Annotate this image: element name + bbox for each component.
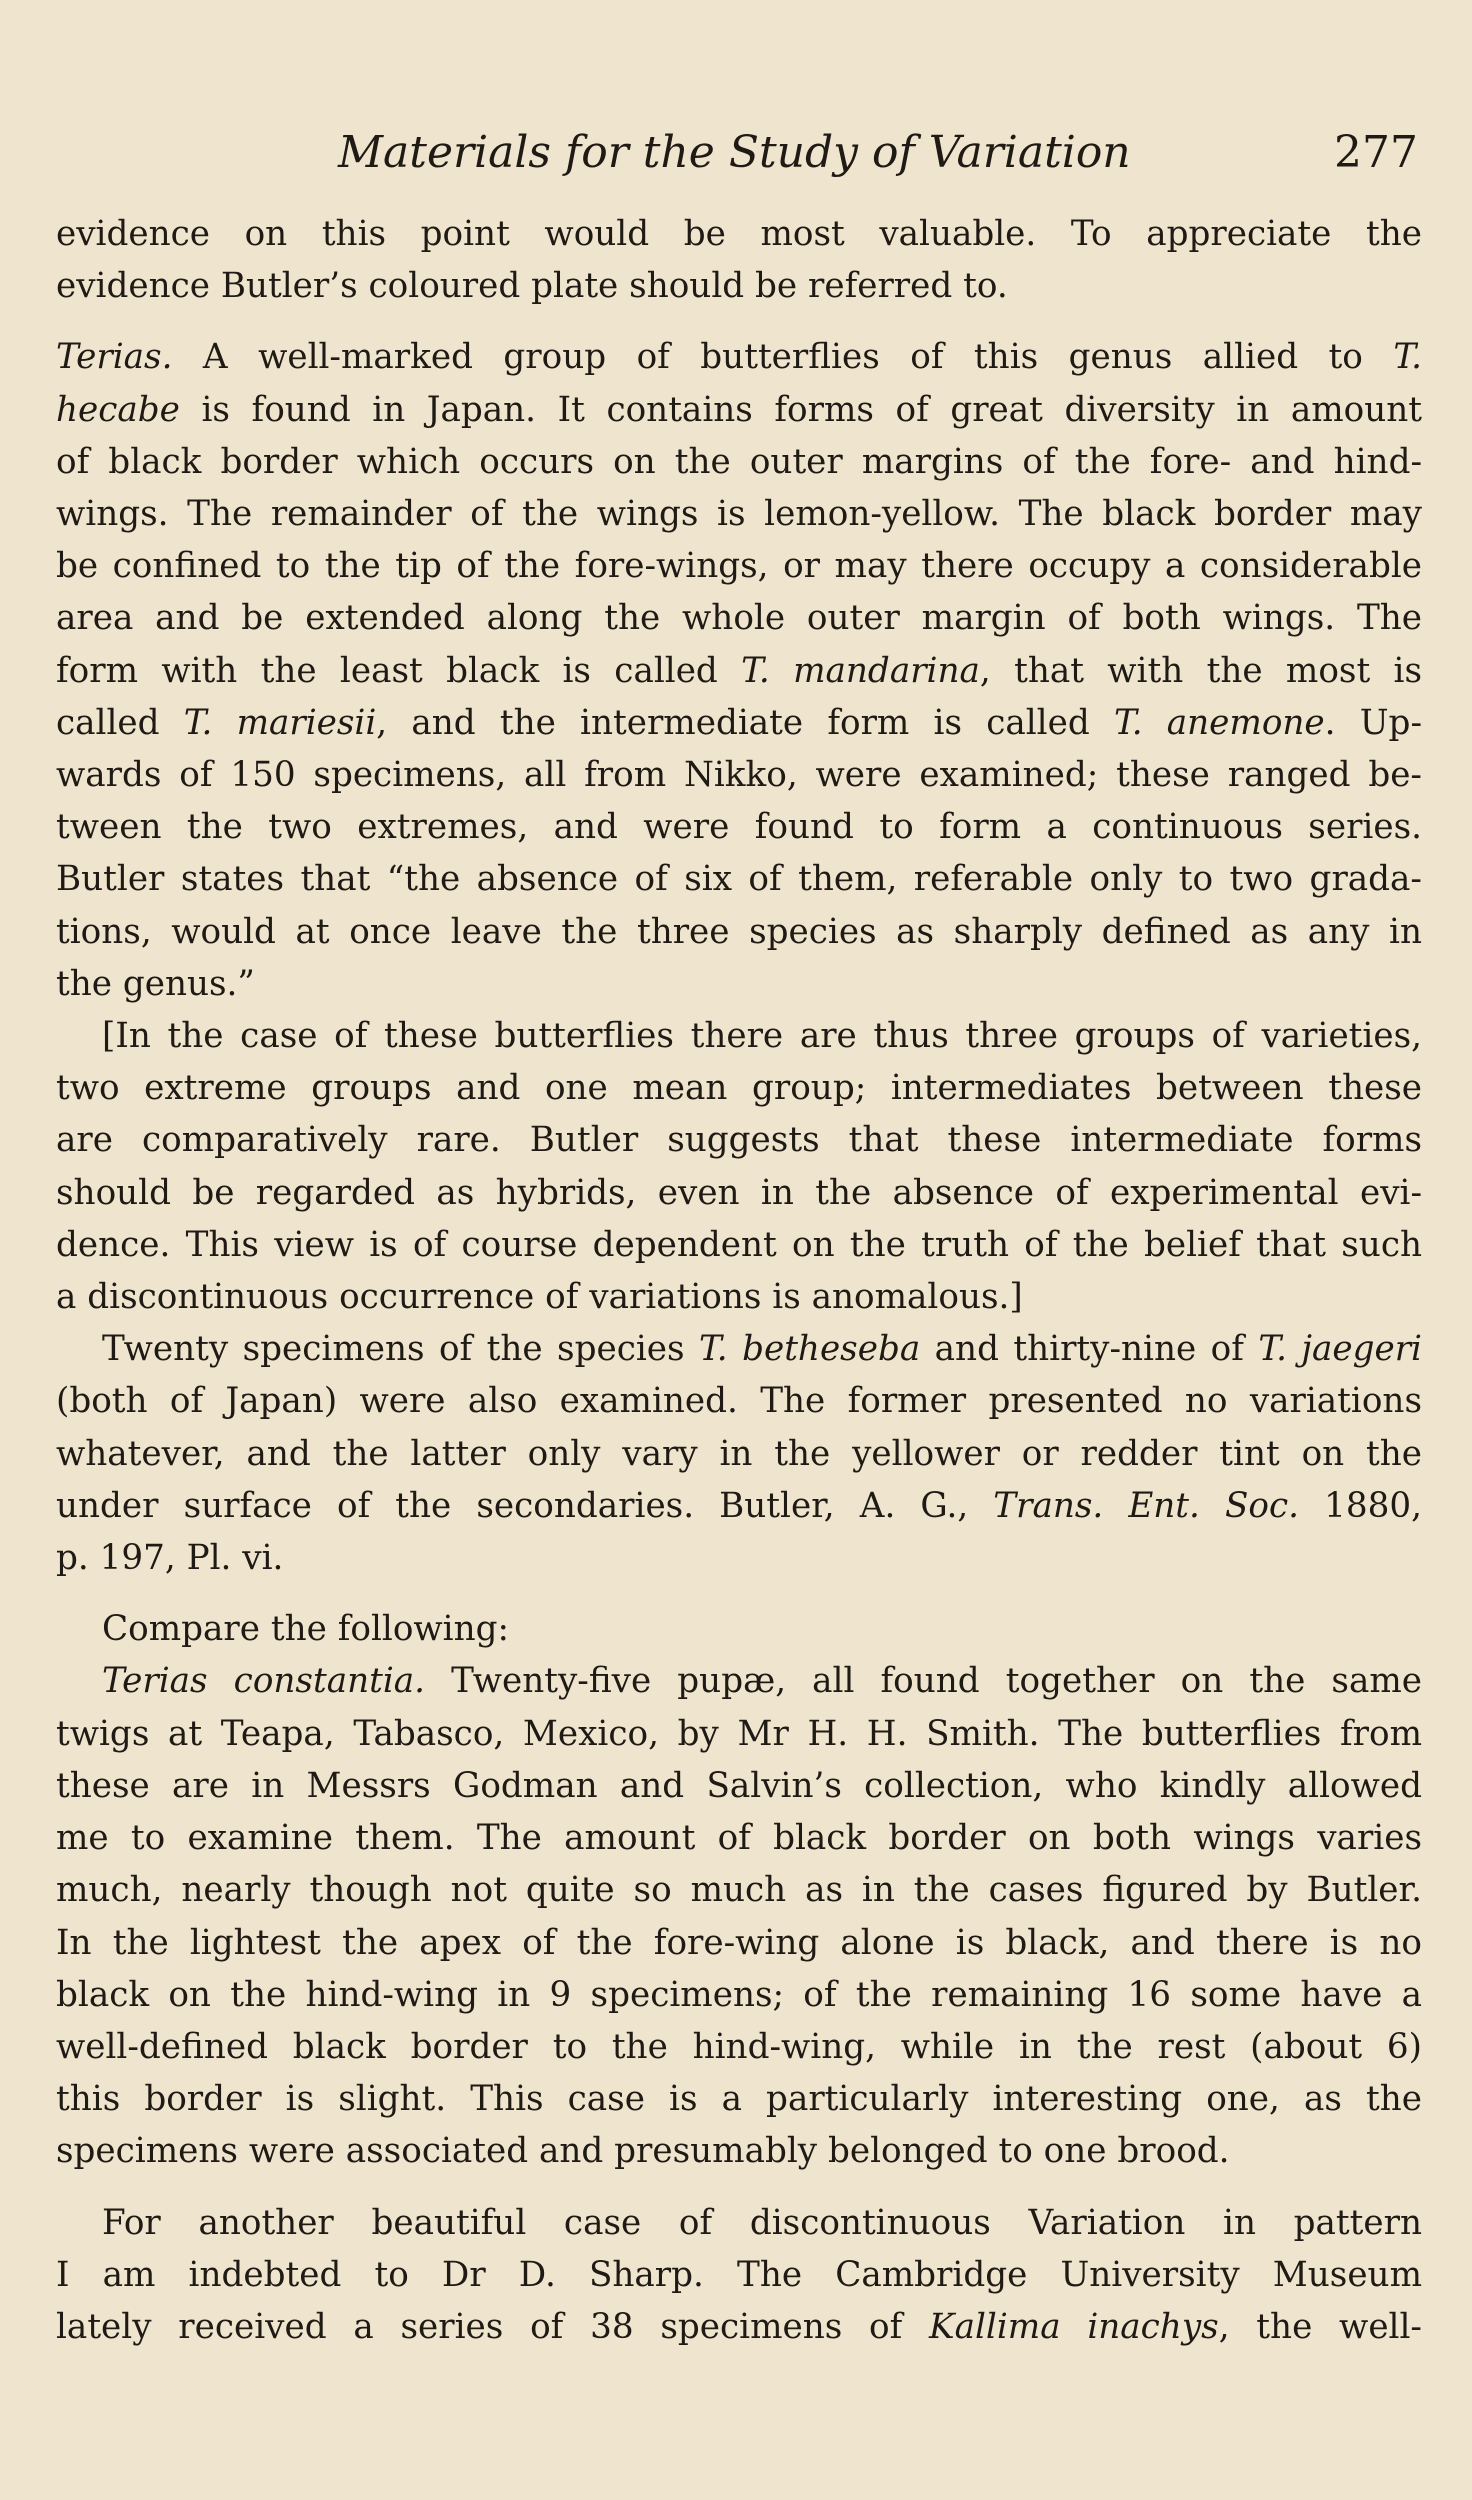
- text-line: much, nearly though not quite so much as in the cases figured by Butler.: [56, 1870, 1422, 1911]
- text-line: under surface of the secondaries. Butler, A. G., Trans. Ent. Soc. 1880,: [56, 1485, 1422, 1526]
- paragraph: [56, 1603, 1422, 1655]
- text-line: this border is slight. This case is a particularly interesting one, as the: [56, 2079, 1422, 2120]
- text-line: In the lightest the apex of the fore-wing alone is black, and there is no: [56, 1922, 1422, 1963]
- text-line: me to examine them. The amount of black border on both wings varies: [56, 1818, 1422, 1859]
- text-line: be confined to the tip of the fore-wings, or may there occupy a considerable: [56, 546, 1422, 587]
- text-line: black on the hind-wing in 9 specimens; of the remaining 16 some have a: [56, 1974, 1422, 2015]
- text-line: Twenty specimens of the species T. betheseba and thirty-nine of T. jaegeri: [102, 1329, 1422, 1370]
- text-line: well-defined black border to the hind-wing, while in the rest (about 6): [56, 2026, 1422, 2067]
- text-line: Terias. A well-marked group of butterflies of this genus allied to T.: [56, 337, 1422, 378]
- text-line: dence. This view is of course dependent on the truth of the belief that such: [56, 1224, 1422, 1265]
- text-line: whatever, and the latter only vary in the yellower or redder tint on the: [56, 1433, 1422, 1474]
- text-line: area and be extended along the whole outer margin of both wings. The: [56, 598, 1422, 639]
- text-line: tions, would at once leave the three species as sharply defined as any in: [56, 911, 1422, 952]
- text-line: Butler states that “the absence of six of them, referable only to two grada-: [56, 859, 1422, 900]
- text-line: are comparatively rare. Butler suggests that these intermediate forms: [56, 1120, 1422, 1161]
- text-line: called T. mariesii, and the intermediate form is called T. anemone. Up-: [56, 702, 1422, 743]
- text-line: form with the least black is called T. mandarina, that with the most is: [56, 650, 1422, 691]
- paragraph: [56, 1010, 1422, 1323]
- paragraph: [56, 2197, 1422, 2354]
- page-number: 277: [1334, 127, 1418, 178]
- text-line: specimens were associated and presumably belonged to one brood.: [56, 2131, 1230, 2172]
- text-line: twigs at Teapa, Tabasco, Mexico, by Mr H. H. Smith. The butterflies from: [56, 1713, 1422, 1754]
- text-line: I am indebted to Dr D. Sharp. The Cambridge University Museum: [56, 2254, 1422, 2295]
- text-line: evidence Butler’s coloured plate should be referred to.: [56, 266, 1008, 307]
- text-line: should be regarded as hybrids, even in the absence of experimental evi-: [56, 1172, 1422, 1213]
- text-line: [In the case of these butterflies there are thus three groups of varieties,: [102, 1016, 1422, 1057]
- text-line: (both of Japan) were also examined. The former presented no variations: [56, 1381, 1422, 1422]
- text-line: hecabe is found in Japan. It contains forms of great diversity in amount: [56, 389, 1422, 430]
- text-line: a discontinuous occurrence of variations is anomalous.]: [56, 1277, 1023, 1318]
- text-line: the genus.”: [56, 963, 255, 1004]
- text-line: lately received a series of 38 specimens of Kallima inachys, the well-: [56, 2306, 1422, 2347]
- running-header: [0, 118, 1472, 188]
- text-line: Compare the following:: [102, 1609, 510, 1650]
- paragraph: [56, 1323, 1422, 1584]
- text-line: tween the two extremes, and were found to form a continuous series.: [56, 807, 1422, 848]
- page-body: [56, 208, 1422, 2353]
- paragraph: [56, 208, 1422, 312]
- text-line: p. 197, Pl. vi.: [56, 1538, 284, 1579]
- text-line: wings. The remainder of the wings is lemon-yellow. The black border may: [56, 494, 1422, 535]
- paragraph: [56, 331, 1422, 1010]
- text-line: wards of 150 specimens, all from Nikko, were examined; these ranged be-: [56, 755, 1422, 796]
- running-title: Materials for the Study of Variation: [338, 127, 1131, 178]
- text-line: Terias constantia. Twenty-five pupæ, all found together on the same: [102, 1661, 1422, 1702]
- text-line: these are in Messrs Godman and Salvin’s collection, who kindly allowed: [56, 1765, 1422, 1806]
- text-line: For another beautiful case of discontinuous Variation in pattern: [102, 2202, 1422, 2243]
- paragraph: [56, 1655, 1422, 2177]
- text-line: of black border which occurs on the outer margins of the fore- and hind-: [56, 441, 1422, 482]
- text-line: evidence on this point would be most valuable. To appreciate the: [56, 214, 1422, 254]
- text-line: two extreme groups and one mean group; intermediates between these: [56, 1068, 1422, 1109]
